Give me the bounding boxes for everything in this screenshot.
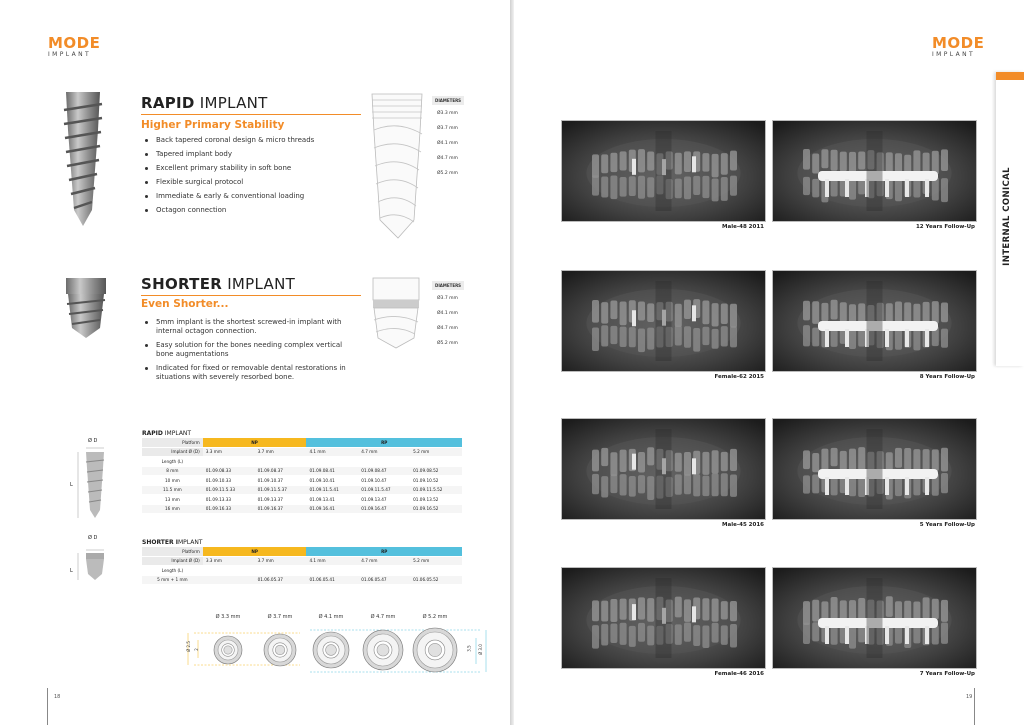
platform-ring (428, 643, 441, 656)
code-cell (203, 575, 255, 585)
code-cell: 01.09.13.41 (306, 495, 358, 505)
logo-text: MODE (48, 34, 101, 52)
logo-text: MODE (932, 34, 985, 52)
length-cell: 16 mm (142, 504, 203, 514)
shorter-table-title: SHORTER IMPLANT (142, 539, 203, 546)
xray-caption: Male-45 2016 (722, 522, 764, 528)
shorter-features (143, 318, 353, 387)
platform-label: Platform (142, 438, 203, 447)
xray-caption: 12 Years Follow-Up (915, 224, 975, 230)
table-row (142, 466, 462, 476)
code-cell: 01.09.11.5.41 (306, 485, 358, 495)
length-cell: 10 mm (142, 476, 203, 486)
code-cell: 01.09.13.52 (410, 495, 462, 505)
table-row (142, 495, 462, 505)
code-cell: 01.09.11.5.52 (410, 485, 462, 495)
code-cell: 01.09.08.33 (203, 466, 255, 476)
xray-caption: Female-62 2015 (714, 374, 764, 380)
code-cell: 01.09.08.47 (358, 466, 410, 476)
code-cell: 01.09.10.37 (255, 476, 307, 486)
dim-d-label: Ø D (88, 535, 98, 541)
dim-l-label: L (70, 568, 73, 574)
code-cell: 01.09.10.41 (306, 476, 358, 486)
code-cell: 01.09.11.5.33 (203, 485, 255, 495)
xray-image-after (772, 120, 977, 222)
rapid-title: RAPID IMPLANT (141, 94, 268, 112)
rp-header: RP (306, 547, 462, 556)
table-cell: 4.7 mm (358, 447, 410, 457)
diameter-item: Ø5.2 mm (437, 341, 458, 346)
left-page (0, 0, 510, 725)
length-cell: 5 mm + 1 mm (142, 575, 203, 585)
rapid-dimension-sketch (72, 438, 112, 524)
xray-image-after (772, 270, 977, 372)
implant-diameter-label: Implant Ø (D) (142, 556, 203, 566)
feature-item: Back tapered coronal design & micro threads (143, 136, 353, 145)
rapid-features (143, 136, 353, 220)
feature-item: 5mm implant is the shortest screwed-in implant with internal octagon connection. (143, 318, 353, 336)
code-cell: 01.09.10.33 (203, 476, 255, 486)
length-cell: 13 mm (142, 495, 203, 505)
table-row (142, 485, 462, 495)
xray-caption: 5 Years Follow-Up (919, 522, 975, 528)
code-cell: 01.09.16.52 (410, 504, 462, 514)
code-cell: 01.09.10.52 (410, 476, 462, 486)
table-cell: 5.2 mm (410, 447, 462, 457)
diameter-item: Ø4.1 mm (437, 311, 458, 316)
page-edge-line (974, 688, 975, 725)
shorter-title: SHORTER IMPLANT (141, 275, 296, 293)
diameter-item: Ø3.3 mm (437, 111, 458, 116)
code-cell: 01.06.05.52 (410, 575, 462, 585)
rapid-spec-table (142, 438, 462, 514)
logo (48, 36, 100, 58)
diameter-item: Ø4.7 mm (437, 156, 458, 161)
diameter-item: Ø5.2 mm (437, 171, 458, 176)
xray-image-before (561, 270, 766, 372)
code-cell: 01.06.05.37 (255, 575, 307, 585)
page-number: 19 (966, 694, 973, 700)
code-cell: 01.09.08.37 (255, 466, 307, 476)
code-cell: 01.09.08.41 (306, 466, 358, 476)
code-cell: 01.09.13.33 (203, 495, 255, 505)
ring-label: Ø 4.1 mm (318, 614, 344, 620)
shorter-line-drawing (370, 276, 422, 350)
dim-l-label: L (70, 482, 73, 488)
rapid-rule (141, 114, 361, 115)
feature-item: Immediate & early & conventional loading (143, 192, 353, 201)
table-cell: 3.3 mm (203, 556, 255, 566)
logo-subtext: IMPLANT (932, 51, 976, 58)
table-cell: 4.7 mm (358, 556, 410, 566)
ring-label: Ø 4.7 mm (370, 614, 396, 620)
section-tab (996, 72, 1024, 366)
xray-image-before (561, 418, 766, 520)
code-cell: 01.09.16.37 (255, 504, 307, 514)
shorter-diameters-head: DIAMETERS (432, 281, 464, 290)
shorter-subtitle: Even Shorter... (141, 298, 229, 310)
rapid-diameters (437, 111, 458, 186)
platform-ring-drawing (180, 624, 490, 686)
feature-item: Flexible surgical protocol (143, 178, 353, 187)
code-cell: 01.09.16.33 (203, 504, 255, 514)
feature-item: Indicated for fixed or removable dental restorations in situations with severely resorbed bone. (143, 364, 353, 382)
rapid-table-title: RAPID IMPLANT (142, 430, 192, 437)
code-cell: 01.09.16.41 (306, 504, 358, 514)
shorter-implant-image (62, 276, 110, 340)
length-cell: 8 mm (142, 466, 203, 476)
platform-ring (377, 644, 389, 656)
xray-caption: Female-46 2016 (714, 671, 764, 677)
table-cell: 3.3 mm (203, 447, 255, 457)
xray-image-before (561, 567, 766, 669)
ring-label: Ø 3.3 mm (215, 614, 241, 620)
table-cell: 4.1 mm (306, 556, 358, 566)
page-number: 18 (54, 694, 61, 700)
page-edge-line (47, 688, 48, 725)
ring-label: Ø 3.7 mm (267, 614, 293, 620)
ring-dim-label: Ø 3.0 (477, 644, 483, 655)
shorter-spec-table (142, 547, 462, 585)
diameter-item: Ø3.7 mm (437, 296, 458, 301)
code-cell: 01.09.11.5.47 (358, 485, 410, 495)
logo (932, 36, 984, 58)
np-header: NP (203, 547, 307, 556)
section-tab-label: INTERNAL CONICAL (1002, 167, 1012, 266)
rapid-implant-image (58, 90, 108, 230)
platform-ring (326, 645, 337, 656)
rapid-diameters-head: DIAMETERS (432, 96, 464, 105)
right-page (514, 0, 1024, 725)
code-cell: 01.09.13.37 (255, 495, 307, 505)
code-cell: 01.09.16.47 (358, 504, 410, 514)
code-cell: 01.09.08.52 (410, 466, 462, 476)
feature-item: Easy solution for the bones needing complex vertical bone augmentations (143, 341, 353, 359)
table-cell: 3.7 mm (255, 447, 307, 457)
code-cell: 01.09.13.47 (358, 495, 410, 505)
logo-subtext: IMPLANT (48, 51, 92, 58)
section-tab-accent (996, 72, 1024, 80)
shorter-rule (141, 295, 361, 296)
rp-header: RP (306, 438, 462, 447)
diameter-item: Ø3.7 mm (437, 126, 458, 131)
xray-image-before (561, 120, 766, 222)
diameter-item: Ø4.1 mm (437, 141, 458, 146)
xray-image-after (772, 418, 977, 520)
ring-dim-label: 3.5 (466, 645, 472, 652)
table-cell: 4.1 mm (306, 447, 358, 457)
table-row (142, 575, 462, 585)
code-cell: 01.06.05.47 (358, 575, 410, 585)
ring-dim-label: Ø 2.5 (185, 641, 191, 652)
implant-diameter-label: Implant Ø (D) (142, 447, 203, 457)
xray-image-after (772, 567, 977, 669)
shorter-diameters (437, 296, 458, 356)
dim-d-label: Ø D (88, 438, 98, 444)
shorter-dimension-sketch (72, 542, 112, 584)
feature-item: Excellent primary stability in soft bone (143, 164, 353, 173)
ring-label: Ø 5.2 mm (422, 614, 448, 620)
platform-ring (275, 645, 285, 655)
table-row (142, 504, 462, 514)
diameter-item: Ø4.7 mm (437, 326, 458, 331)
feature-item: Octagon connection (143, 206, 353, 215)
ring-dim-label: 2 (193, 648, 199, 651)
np-header: NP (203, 438, 307, 447)
table-row (142, 476, 462, 486)
platform-ring (224, 646, 232, 654)
length-label: Length (L) (142, 566, 203, 576)
xray-caption: Male-48 2011 (722, 224, 764, 230)
length-label: Length (L) (142, 457, 203, 467)
feature-item: Tapered implant body (143, 150, 353, 159)
xray-caption: 8 Years Follow-Up (919, 374, 975, 380)
code-cell: 01.09.11.5.37 (255, 485, 307, 495)
length-cell: 11.5 mm (142, 485, 203, 495)
platform-label: Platform (142, 547, 203, 556)
code-cell: 01.06.05.41 (306, 575, 358, 585)
table-cell: 5.2 mm (410, 556, 462, 566)
code-cell: 01.09.10.47 (358, 476, 410, 486)
rapid-subtitle: Higher Primary Stability (141, 119, 285, 131)
rapid-line-drawing (368, 92, 426, 242)
table-cell: 3.7 mm (255, 556, 307, 566)
xray-caption: 7 Years Follow-Up (919, 671, 975, 677)
